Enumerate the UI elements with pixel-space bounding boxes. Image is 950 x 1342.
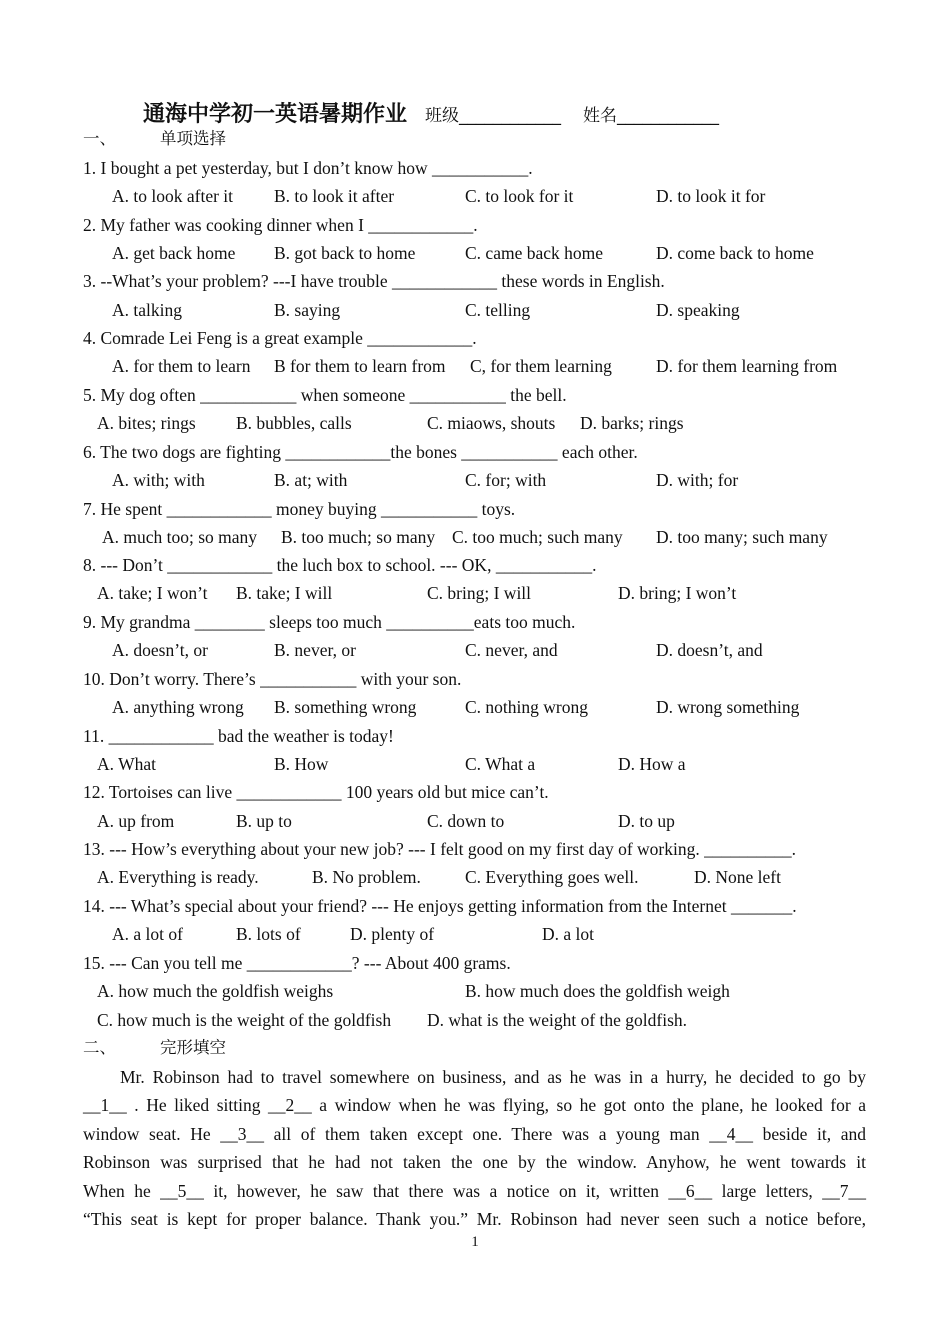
option-d: D. wrong something — [656, 697, 800, 717]
option-b: B. No problem. — [312, 867, 421, 887]
option-c: C. What a — [465, 754, 536, 774]
option-d: D. How a — [618, 754, 686, 774]
section-number: 一、 — [83, 129, 116, 148]
passage-line: “This seat is kept for proper balance. Thank you.” Mr. Robinson had never seen such a notice before, — [83, 1208, 866, 1229]
passage-line: Mr. Robinson had to travel somewhere on business, and as he was in a hurry, he decided to go by — [120, 1067, 866, 1087]
passage-line: window seat. He __3__ all of them taken except one. There was a young man __4__ beside it, and — [83, 1123, 866, 1144]
section-title: 完形填空 — [160, 1038, 226, 1057]
option-c: C. Everything goes well. — [465, 867, 639, 887]
option-d: D. for them learning from — [656, 356, 838, 376]
option-b: B. something wrong — [274, 697, 417, 717]
option-d: D. what is the weight of the goldfish. — [427, 1010, 688, 1030]
option-b: B. got back to home — [274, 243, 416, 263]
option-b: B. lots of — [236, 924, 301, 944]
option-c: C. never, and — [465, 640, 558, 660]
option-d: D. speaking — [656, 300, 740, 320]
option-c: C. nothing wrong — [465, 697, 588, 717]
question-stem: 14. --- What’s special about your friend? --- He enjoys getting information from the Internet _______. — [83, 896, 797, 916]
option-c: C. came back home — [465, 243, 604, 263]
question-stem: 9. My grandma ________ sleeps too much __________eats too much. — [83, 612, 576, 632]
option-a: A. much too; so many — [102, 527, 258, 547]
question-stem: 10. Don’t worry. There’s ___________ with your son. — [83, 669, 462, 689]
question-stem: 5. My dog often ___________ when someone ___________ the bell. — [83, 385, 567, 405]
option-b: B. how much does the goldfish weigh — [465, 981, 730, 1001]
option-d: D. doesn’t, and — [656, 640, 763, 660]
passage-line: When he __5__ it, however, he saw that there was a notice on it, written __6__ large letters, __7__ — [83, 1180, 866, 1201]
passage-line: __1__ . He liked sitting __2__ a window when he was flying, so he got onto the plane, he looked for a — [83, 1095, 866, 1116]
option-d: D. to look it for — [656, 186, 766, 206]
option-a: A. get back home — [112, 243, 236, 263]
option-d: D. barks; rings — [580, 413, 684, 433]
question-stem: 3. --What’s your problem? ---I have trouble ____________ these words in English. — [83, 271, 665, 291]
section-title: 单项选择 — [160, 129, 226, 148]
option-a: A. What — [97, 754, 156, 774]
option-c: C. down to — [427, 811, 505, 831]
option-d: D. with; for — [656, 470, 739, 490]
option-c: D. plenty of — [350, 924, 435, 944]
question-stem: 15. --- Can you tell me ____________? --- About 400 grams. — [83, 953, 511, 973]
option-a: A. a lot of — [112, 924, 183, 944]
option-a: A. bites; rings — [97, 413, 196, 433]
option-b: B. bubbles, calls — [236, 413, 352, 433]
option-b: B for them to learn from — [274, 356, 446, 376]
section-number: 二、 — [83, 1038, 116, 1057]
title-text: 通海中学初一英语暑期作业 — [143, 102, 408, 127]
option-a: A. Everything is ready. — [97, 867, 259, 887]
question-stem: 4. Comrade Lei Feng is a great example ____________. — [83, 328, 477, 348]
name-field: 姓名____________ — [583, 106, 720, 126]
passage-line: Robinson was surprised that he had not taken the one by the window. Anyhow, he went towards it — [83, 1152, 866, 1173]
option-b: B. take; I will — [236, 583, 333, 603]
question-stem: 11. ____________ bad the weather is today! — [83, 726, 394, 746]
cloze-passage — [83, 1063, 866, 1233]
option-b: B. How — [274, 754, 329, 774]
page-title — [143, 97, 719, 128]
option-b: B. to look it after — [274, 186, 395, 206]
option-c: C. telling — [465, 300, 531, 320]
option-a: A. up from — [97, 811, 175, 831]
option-d: D. to up — [618, 811, 675, 831]
option-d: D. None left — [694, 867, 781, 887]
option-a: A. anything wrong — [112, 697, 244, 717]
option-b: B. never, or — [274, 640, 356, 660]
question-stem: 2. My father was cooking dinner when I ____________. — [83, 215, 478, 235]
option-c: C. to look for it — [465, 186, 574, 206]
option-a: A. for them to learn — [112, 356, 251, 376]
option-c: C. for; with — [465, 470, 547, 490]
question-stem: 1. I bought a pet yesterday, but I don’t know how ___________. — [83, 158, 533, 178]
option-d: D. too many; such many — [656, 527, 828, 547]
option-d: D. come back to home — [656, 243, 814, 263]
option-b: B. at; with — [274, 470, 348, 490]
option-c: C. bring; I will — [427, 583, 532, 603]
option-b: B. saying — [274, 300, 341, 320]
option-a: A. to look after it — [112, 186, 234, 206]
question-stem: 12. Tortoises can live ____________ 100 years old but mice can’t. — [83, 782, 549, 802]
question-stem: 8. --- Don’t ____________ the luch box to school. --- OK, ___________. — [83, 555, 597, 575]
class-field: 班级____________ — [425, 106, 562, 126]
option-a: A. with; with — [112, 470, 205, 490]
option-a: A. talking — [112, 300, 182, 320]
option-a: A. doesn’t, or — [112, 640, 208, 660]
option-d: D. bring; I won’t — [618, 583, 737, 603]
option-b: B. too much; so many — [281, 527, 436, 547]
option-d: D. a lot — [542, 924, 595, 944]
question-stem: 13. --- How’s everything about your new job? --- I felt good on my first day of working. __________. — [83, 839, 796, 859]
question-stem: 7. He spent ____________ money buying ___________ toys. — [83, 499, 516, 519]
option-a: A. take; I won’t — [97, 583, 208, 603]
option-c: C. how much is the weight of the goldfish — [97, 1010, 392, 1030]
option-b: B. up to — [236, 811, 292, 831]
page-number: 1 — [471, 1234, 479, 1250]
question-stem: 6. The two dogs are fighting ____________the bones ___________ each other. — [83, 442, 638, 462]
option-c: C. too much; such many — [452, 527, 623, 547]
option-c: C, for them learning — [470, 356, 612, 376]
option-a: A. how much the goldfish weighs — [97, 981, 334, 1001]
option-c: C. miaows, shouts — [427, 413, 556, 433]
